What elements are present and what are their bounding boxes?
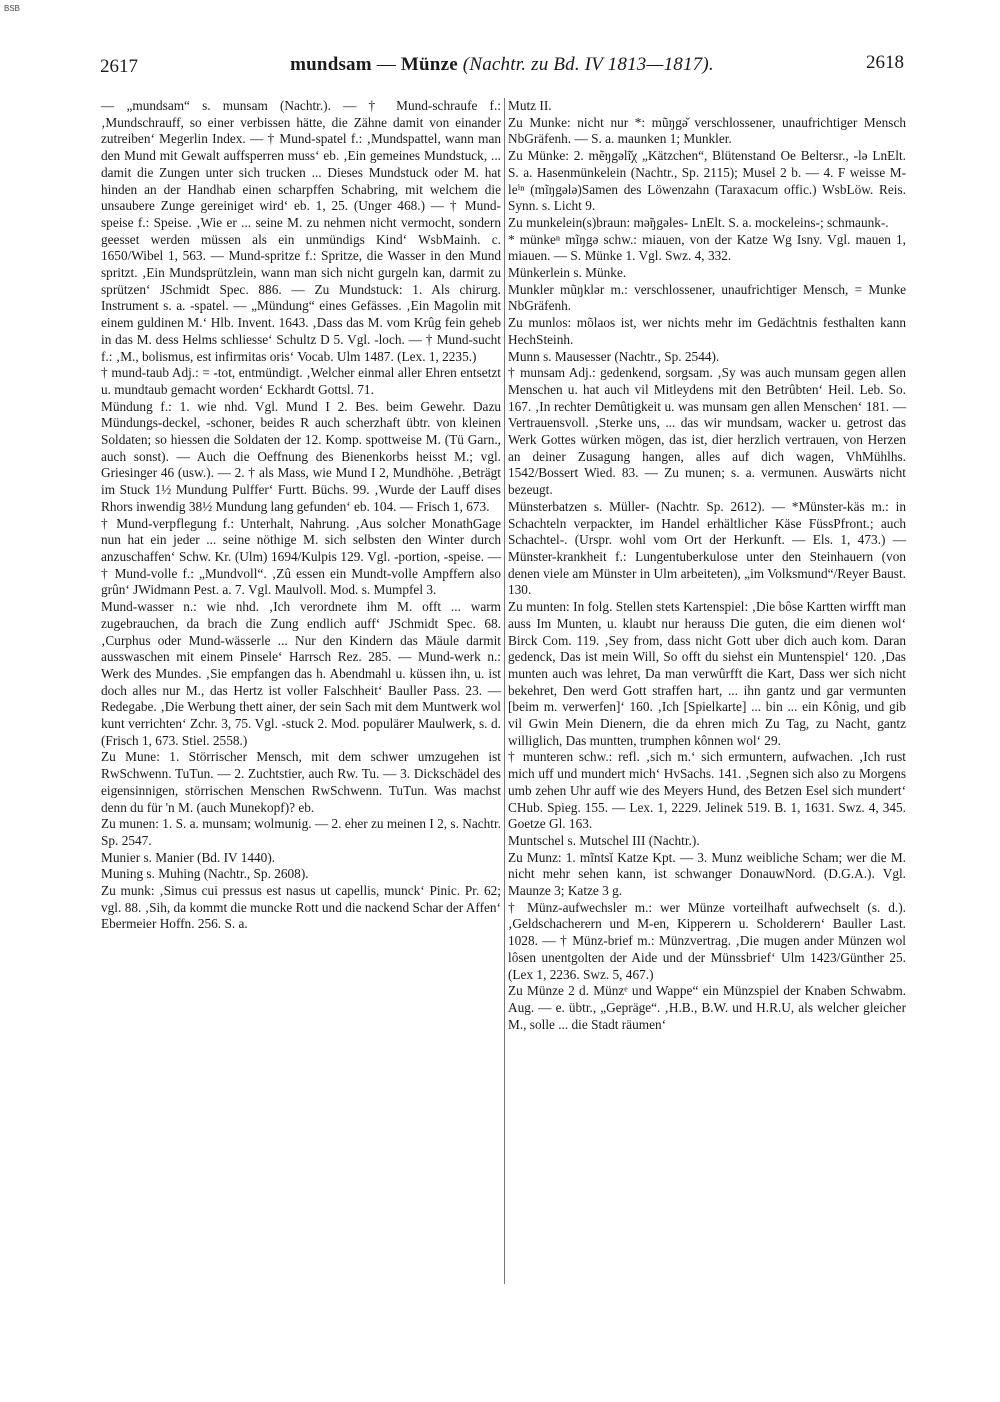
left-column-text: — „mundsam“ s. munsam (Nachtr.). — † Mund-schraufe f.: ‚Mundschrauff, so einer verbissen hätte, die Zähne damit von einander zutreiben‘ Megerlin Index. — † Mund-spatel f.: ‚Mundspattel, wann man den Mund mit Gewalt auffsperren muss‘ eb. ‚Ein gemeines Mundstuck, ... damit die Zungen unter sich trucken ... Dieses Mundstuck oder M. hat hinden an der Handhab einen scharpffen Schabring, mit welchem die unsaubere Zunge gereiniget wird‘ eb. 1, 25. (Unger 468.) — † Mund-speise f.: Speise. ‚Wie er ... seine M. zu nehmen nicht vermocht, sondern geesset werden müssen als ein unmündigs Kind‘ WsbMainh. c. 1650/Wibel 1, 563. — Mund-spritze f.: Spritze, die Wasser in den Mund spritzt. ‚Ein Mundsprützlein, wann man sich nicht gurgeln kan, darmit zu sprützen‘ JSchmidt Spec. 886. — Zu Mundstuck: 1. Als chirurg. Instrument s. a. -spatel. — „Mündung“ eines Gefässes. ‚Ein Magolin mit einem guldinen M.‘ Hlb. Invent. 1643. ‚Dass das M. vom Krûg fein geheb in das M. dess Helms schliesse‘ Schultz D 5. Vgl. -loch. — † Mund-sucht f.: ‚M., bolismus, est infirmitas oris‘ Vocab. Ulm 1487. (Lex. 1, 2235.) † mund-taub Adj.: = -tot, entmündigt. ‚Welcher einmal aller Ehren entsetzt u. mundtaub gemacht worden‘ Eckhardt Gottsl. 71. Mündung f.: 1. wie nhd. Vgl. Mund I 2. Bes. beim Gewehr. Dazu Mündungs-deckel, -schoner, beides R auch scherzhaft übtr. von kleinen Soldaten; so hiessen die Soldaten der 12. Komp. spottweise M. (Tü Garn., auch sonst). — Auch die Oeffnung des Bienenkorbs heisst M.; vgl. Griesinger 46 (usw.). — 2. † als Mass, wie Mund I 2, Mundhöhe. ‚Beträgt im Stuck 1½ Mundung Pulffer‘ Furtt. Büchs. 99. ‚Wurde der Lauff dises Rhors inwendig 38½ Mundung lang gefunden‘ eb. 104. — Frisch 1, 673. † Mund-verpflegung f.: Unterhalt, Nahrung. ‚Aus solcher MonathGage nun hat ein jeder ... seine nöthige M. sich selbsten den Winter durch anzuschaffen‘ Schw. Kr. (Ulm) 1694/Kulpis 129. Vgl. -portion, -speise. — † Mund-volle f.: „Mundvoll“. ‚Zû essen ein Mundt-volle Ampffern also grûn‘ JWidmann Pest. a. 7. Vgl. Maulvoll. Mod. s. Mumpfel 3. Mund-wasser n.: wie nhd. ‚Ich verordnete ihm M. offt ... warm zugebrauchen, da brach die Zung endlich auff‘ JSchmidt Spec. 68. ‚Curphus oder Mund-wässerle ... Nur den Kindern das Mäule darmit ausswaschen mit einem Pinsele‘ Harrsch Rez. 285. — Mund-werk n.: Werk des Mundes. ‚Sie empfangen das h. Abendmahl u. küssen ihn, u. ist doch alles nur M., das Hertz ist voller Falschheit‘ Bauller Pass. 23. — Redegabe. ‚Die Werbung thett ainer, der sein Sach mit dem Muntwerk wol kunt verrichten‘ Zchr. 3, 75. Vgl. -stuck 2. Mod. populärer Maulwerk, s. d. (Frisch 1, 673. Stiel. 2558.) Zu Mune: 1. Störrischer Mensch, mit dem schwer umzugehen ist RwSchwenn. TuTun. — 2. Zuchtstier, auch Rw. Tu. — 3. Dickschädel des eigensinnigen, störrischen Menschen RwSchwenn. TuTun. Was machst denn du für 'n M. (auch Munekopf)? eb. Zu munen: 1. S. a. munsam; wolmunig. — 2. eher zu meinen I 2, s. Nachtr. Sp. 2547. Munier s. Manier (Bd. IV 1440). Muning s. Muhing (Nachtr., Sp. 2608). Zu munk: ‚Simus cui pressus est nasus ut capellis, munck‘ Pinic. Pr. 62; vgl. 88. ‚Sih, da kommt die muncke Rott und die nackend Schar der Affen‘ Ebermeier Hoffn. 256. S. a. [101,98,501,932]
page-header [100,52,904,80]
right-column-number: 2618 [866,52,904,73]
head-word-last: Münze [400,54,458,75]
left-column-number: 2617 [100,56,138,77]
running-title [100,54,904,76]
column-divider [504,98,505,1284]
title-dash: — [371,54,401,75]
library-stamp: BSB [4,4,21,13]
right-column [508,98,906,1033]
right-column-text: Mutz II. Zu Munke: nicht nur *: mũŋgə̌ verschlossener, unaufrichtiger Mensch NbGräfenh. — S. a. maunken 1; Munkler. Zu Münke: 2. mẽŋgəlī̌χ „Kätzchen“, Blütenstand Oe Beltersr., -lə LnElt. S. a. Hasenmünkelein (Nachtr., Sp. 2115); Musel 2 b. — 4. F weisse M-leⁱⁿ (mĩŋgələ)Samen des Löwenzahn (Taraxacum offic.) WsbLöw. Reis. Synn. s. Licht 9. Zu munkelein(s)braun: mə̃ŋgəles- LnElt. S. a. mockeleins-; schmaunk-. * münkeⁿ mĩŋgə schw.: miauen, von der Katze Wg Isny. Vgl. mauen 1, miauen. — S. Münke 1. Vgl. Swz. 4, 332. Münkerlein s. Münke. Munkler mũŋklər m.: verschlossener, unaufrichtiger Mensch, = Munke NbGräfenh. Zu munlos: mõlaos ist, wer nichts mehr im Gedächtnis festhalten kann HechSteinh. Munn s. Mausesser (Nachtr., Sp. 2544). † munsam Adj.: gedenkend, sorgsam. ‚Sy was auch munsam gegen allen Menschen u. hat auch vil Mitleydens mit den Betrûbten‘ Heil. Leb. So. 167. ‚In rechter Demûtigkeit u. was munsam gen allen Menschen‘ 181. — Vertrauensvoll. ‚Sterke uns, ... das wir mundsam, wacker u. getrost das Werk Gottes würken mögen, das ist, dier herzlich vertrauen, von Herzen an deiner Zusagung hangen, alles auf dich wagen, VhMühlhs. 1542/Bossert Wied. 83. — Zu munen; s. a. vermunen. Auswärts nicht bezeugt. Münsterbatzen s. Müller- (Nachtr. Sp. 2612). — *Münster-käs m.: in Schachteln verpackter, im Handel erhältlicher Käse FüssPfront.; auch Schachtel-. (Urspr. wohl vom Ort der Herkunft. — Els. 1, 473.) — Münster-krankheit f.: Lungentuberkulose unter den Steinhauern (von denen viele am Münster in Ulm arbeiteten), „im Volksmund“/Reyer Baust. 130. Zu munten: In folg. Stellen stets Kartenspiel: ‚Die bôse Kartten wirfft man auss Im Munten, u. klaubt nur herauss Die guten, die eim dienen wol‘ Birck Com. 119. ‚Sey from, dass nicht Gott uber dich auch kom. Daran gedenck, Das ist mein Will, So offt du siehst ein Muntenspiel‘ 120. ‚Das munten auch was lehret, Da man verwûrfft die Kart, Dass wer sich nicht bekehret, Den werd Gott straffen hart, ... ihn gantz und gar vermunten [beim m. verwerfen]‘ 160. ‚Ich [Spielkarte] ... bin ... ein Kônig, und gib vil Gwin Mein Dienern, die da ehren mich Zu Tag, zu Nacht, gantz williglich, Das muntten, trumphen kônnen wol‘ 29. † munteren schw.: refl. ‚sich m.‘ sich ermuntern, aufwachen. ‚Ich rust mich uff und mundert mich‘ HvSachs. 141. ‚Segnen sich also zu Morgens umb zehen Uhr auff wie des Meyers Hund, des Betzen Esel sich mundert‘ CHub. Spieg. 155. — Lex. 1, 2229. Jelinek 519. B. 1, 1631. Swz. 4, 345. Goetze Gl. 163. Muntschel s. Mutschel III (Nachtr.). Zu Munz: 1. mĩntsĭ Katze Kpt. — 3. Munz weibliche Scham; wer die M. nicht mehr sehen kann, ist schwanger DonauwNord. (D.G.A.). Vgl. Maunze 3; Katze 3 g. † Münz-aufwechsler m.: wer Münze vorteilhaft aufwechselt (s. d.). ‚Geldschacherern und M-en, Kipperern u. Scholderern‘ Bauller Last. 1028. — † Münz-brief m.: Münzvertrag. ‚Die mugen ander Münzen wol lôsen unentgolten der Aide und der Münssbrief‘ Ulm 1423/Günther 25. (Lex 1, 2236. Swz. 5, 467.) Zu Münze 2 d. Münzᵉ und Wappe“ ein Münzspiel der Knaben Schwabm. Aug. — e. übtr., „Gepräge“. ‚H.B., B.W. und H.R.U, als welcher gleicher M., solle ... die Stadt räumen‘ [508,98,906,1032]
head-word-first: mundsam [290,54,372,75]
supplement-note: (Nachtr. zu Bd. IV 1813—1817). [457,54,714,75]
left-column [101,98,501,933]
